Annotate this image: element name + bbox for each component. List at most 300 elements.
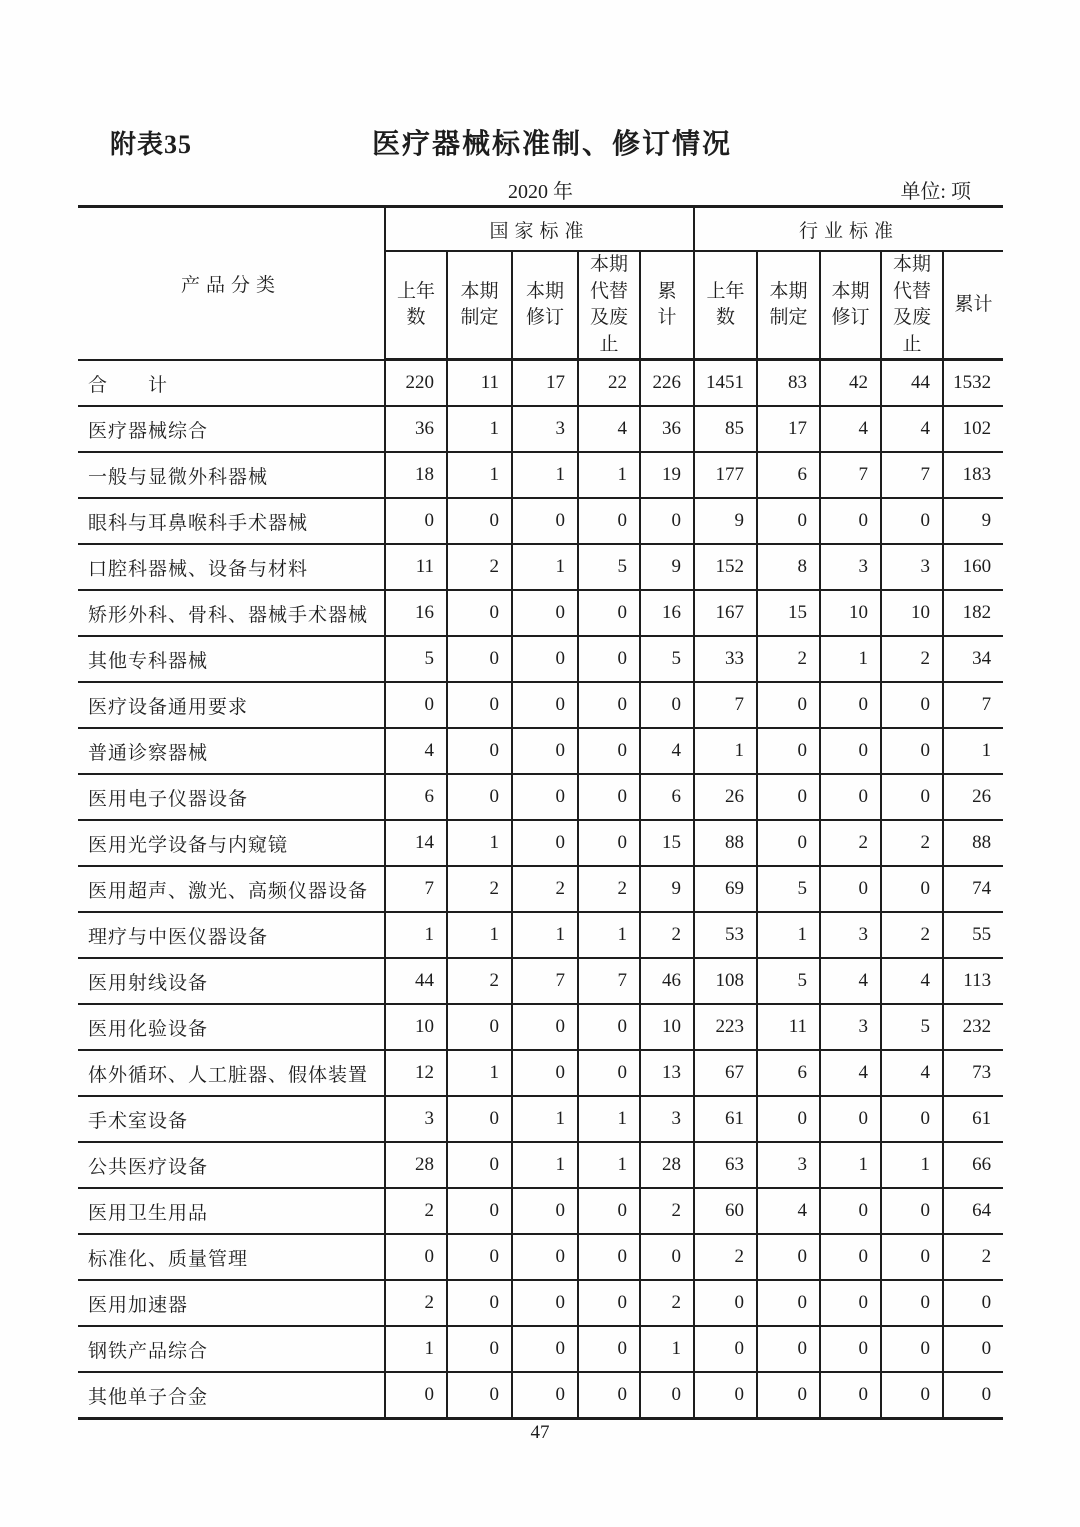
value-cell: 4 xyxy=(757,1188,820,1234)
value-cell: 3 xyxy=(512,406,578,452)
table-row xyxy=(78,1326,1003,1372)
value-cell: 4 xyxy=(640,728,694,774)
value-cell: 1 xyxy=(447,1050,512,1096)
value-cell: 6 xyxy=(757,1050,820,1096)
value-cell: 2 xyxy=(640,1188,694,1234)
value-cell: 7 xyxy=(820,452,881,498)
standards-table xyxy=(78,205,1003,1420)
value-cell: 0 xyxy=(447,1372,512,1419)
value-cell: 0 xyxy=(512,774,578,820)
value-cell: 4 xyxy=(881,406,943,452)
value-cell: 0 xyxy=(578,1372,640,1419)
value-cell: 4 xyxy=(820,1050,881,1096)
table-row xyxy=(78,498,1003,544)
value-cell: 0 xyxy=(578,1234,640,1280)
value-cell: 3 xyxy=(385,1096,447,1142)
value-cell: 0 xyxy=(512,1188,578,1234)
value-cell: 0 xyxy=(447,1142,512,1188)
product-category-cell: 其他单子合金 xyxy=(78,1372,385,1419)
product-category-header: 产品分类 xyxy=(78,207,385,360)
value-cell: 7 xyxy=(694,682,757,728)
value-cell: 4 xyxy=(881,1050,943,1096)
product-category-cell: 医疗设备通用要求 xyxy=(78,682,385,728)
value-cell: 0 xyxy=(881,1096,943,1142)
value-cell: 226 xyxy=(640,360,694,407)
product-category-cell: 体外循环、人工脏器、假体装置 xyxy=(78,1050,385,1096)
table-row xyxy=(78,1096,1003,1142)
value-cell: 0 xyxy=(694,1372,757,1419)
value-cell: 1 xyxy=(757,912,820,958)
value-cell: 0 xyxy=(512,590,578,636)
value-cell: 4 xyxy=(578,406,640,452)
product-category-cell: 合 计 xyxy=(78,360,385,407)
value-cell: 1 xyxy=(820,636,881,682)
value-cell: 0 xyxy=(512,682,578,728)
subheader-revised-national: 本期修订 xyxy=(512,251,578,360)
table-header xyxy=(78,207,1003,360)
value-cell: 7 xyxy=(578,958,640,1004)
value-cell: 17 xyxy=(512,360,578,407)
value-cell: 0 xyxy=(820,774,881,820)
value-cell: 0 xyxy=(578,1050,640,1096)
value-cell: 0 xyxy=(578,1004,640,1050)
value-cell: 26 xyxy=(694,774,757,820)
table-row xyxy=(78,728,1003,774)
value-cell: 1 xyxy=(820,1142,881,1188)
value-cell: 3 xyxy=(820,1004,881,1050)
product-category-cell: 理疗与中医仪器设备 xyxy=(78,912,385,958)
value-cell: 0 xyxy=(640,1372,694,1419)
value-cell: 0 xyxy=(757,1096,820,1142)
table-row xyxy=(78,912,1003,958)
value-cell: 10 xyxy=(640,1004,694,1050)
value-cell: 22 xyxy=(578,360,640,407)
value-cell: 0 xyxy=(820,728,881,774)
value-cell: 0 xyxy=(757,682,820,728)
year-label: 2020 年 xyxy=(508,181,573,203)
table-row xyxy=(78,590,1003,636)
value-cell: 0 xyxy=(881,1280,943,1326)
value-cell: 42 xyxy=(820,360,881,407)
value-cell: 183 xyxy=(943,452,1003,498)
table-row xyxy=(78,636,1003,682)
value-cell: 1 xyxy=(943,728,1003,774)
value-cell: 0 xyxy=(757,1326,820,1372)
value-cell: 0 xyxy=(881,866,943,912)
product-category-cell: 医用化验设备 xyxy=(78,1004,385,1050)
value-cell: 36 xyxy=(385,406,447,452)
product-category-cell: 医用光学设备与内窥镜 xyxy=(78,820,385,866)
value-cell: 0 xyxy=(385,682,447,728)
value-cell: 4 xyxy=(385,728,447,774)
product-category-cell: 口腔科器械、设备与材料 xyxy=(78,544,385,590)
value-cell: 44 xyxy=(385,958,447,1004)
value-cell: 0 xyxy=(512,820,578,866)
standards-table-wrapper xyxy=(78,205,1003,1420)
value-cell: 0 xyxy=(757,1372,820,1419)
table-row xyxy=(78,682,1003,728)
value-cell: 83 xyxy=(757,360,820,407)
value-cell: 1 xyxy=(640,1326,694,1372)
group-header-industry: 行业标准 xyxy=(694,207,1003,252)
value-cell: 1 xyxy=(512,912,578,958)
product-category-cell: 手术室设备 xyxy=(78,1096,385,1142)
value-cell: 61 xyxy=(694,1096,757,1142)
value-cell: 0 xyxy=(447,1234,512,1280)
table-row xyxy=(78,1050,1003,1096)
value-cell: 36 xyxy=(640,406,694,452)
value-cell: 3 xyxy=(640,1096,694,1142)
value-cell: 152 xyxy=(694,544,757,590)
value-cell: 0 xyxy=(578,498,640,544)
value-cell: 15 xyxy=(640,820,694,866)
value-cell: 0 xyxy=(578,728,640,774)
value-cell: 1 xyxy=(881,1142,943,1188)
table-body xyxy=(78,360,1003,1419)
value-cell: 1 xyxy=(512,544,578,590)
value-cell: 0 xyxy=(820,1326,881,1372)
product-category-cell: 普通诊察器械 xyxy=(78,728,385,774)
value-cell: 0 xyxy=(640,1234,694,1280)
value-cell: 10 xyxy=(385,1004,447,1050)
subheader-replaced-industry: 本期代替及废止 xyxy=(881,251,943,360)
value-cell: 2 xyxy=(640,912,694,958)
value-cell: 0 xyxy=(447,682,512,728)
value-cell: 0 xyxy=(578,682,640,728)
value-cell: 2 xyxy=(757,636,820,682)
value-cell: 66 xyxy=(943,1142,1003,1188)
value-cell: 88 xyxy=(694,820,757,866)
value-cell: 0 xyxy=(881,1234,943,1280)
value-cell: 6 xyxy=(640,774,694,820)
value-cell: 0 xyxy=(943,1280,1003,1326)
value-cell: 2 xyxy=(385,1280,447,1326)
value-cell: 0 xyxy=(512,1234,578,1280)
value-cell: 0 xyxy=(447,1326,512,1372)
value-cell: 0 xyxy=(881,1326,943,1372)
value-cell: 18 xyxy=(385,452,447,498)
value-cell: 0 xyxy=(943,1326,1003,1372)
value-cell: 0 xyxy=(385,1234,447,1280)
product-category-cell: 医疗器械综合 xyxy=(78,406,385,452)
value-cell: 223 xyxy=(694,1004,757,1050)
table-row xyxy=(78,406,1003,452)
subheader-cumulative-national: 累计 xyxy=(640,251,694,360)
value-cell: 14 xyxy=(385,820,447,866)
value-cell: 0 xyxy=(578,1280,640,1326)
value-cell: 0 xyxy=(757,728,820,774)
value-cell: 0 xyxy=(578,820,640,866)
value-cell: 113 xyxy=(943,958,1003,1004)
subheader-formulated-national: 本期制定 xyxy=(447,251,512,360)
group-header-national: 国家标准 xyxy=(385,207,694,252)
value-cell: 0 xyxy=(757,1280,820,1326)
value-cell: 220 xyxy=(385,360,447,407)
value-cell: 46 xyxy=(640,958,694,1004)
table-row xyxy=(78,452,1003,498)
value-cell: 0 xyxy=(881,498,943,544)
value-cell: 0 xyxy=(578,1188,640,1234)
value-cell: 0 xyxy=(512,498,578,544)
value-cell: 2 xyxy=(694,1234,757,1280)
value-cell: 9 xyxy=(943,498,1003,544)
value-cell: 108 xyxy=(694,958,757,1004)
value-cell: 0 xyxy=(447,590,512,636)
value-cell: 0 xyxy=(447,1188,512,1234)
value-cell: 1 xyxy=(512,1096,578,1142)
value-cell: 7 xyxy=(943,682,1003,728)
value-cell: 0 xyxy=(881,1188,943,1234)
product-category-cell: 矫形外科、骨科、器械手术器械 xyxy=(78,590,385,636)
value-cell: 177 xyxy=(694,452,757,498)
value-cell: 1 xyxy=(447,406,512,452)
value-cell: 0 xyxy=(578,636,640,682)
value-cell: 1 xyxy=(578,1096,640,1142)
value-cell: 2 xyxy=(881,912,943,958)
product-category-cell: 标准化、质量管理 xyxy=(78,1234,385,1280)
value-cell: 0 xyxy=(820,1280,881,1326)
product-category-cell: 眼科与耳鼻喉科手术器械 xyxy=(78,498,385,544)
value-cell: 0 xyxy=(578,774,640,820)
value-cell: 0 xyxy=(820,1188,881,1234)
value-cell: 0 xyxy=(578,590,640,636)
value-cell: 1 xyxy=(578,452,640,498)
value-cell: 0 xyxy=(447,1004,512,1050)
table-row xyxy=(78,958,1003,1004)
value-cell: 0 xyxy=(820,498,881,544)
value-cell: 9 xyxy=(694,498,757,544)
value-cell: 3 xyxy=(820,544,881,590)
value-cell: 1532 xyxy=(943,360,1003,407)
value-cell: 0 xyxy=(757,498,820,544)
value-cell: 15 xyxy=(757,590,820,636)
value-cell: 3 xyxy=(820,912,881,958)
value-cell: 182 xyxy=(943,590,1003,636)
value-cell: 11 xyxy=(447,360,512,407)
value-cell: 88 xyxy=(943,820,1003,866)
value-cell: 1 xyxy=(385,912,447,958)
value-cell: 1 xyxy=(385,1326,447,1372)
value-cell: 7 xyxy=(512,958,578,1004)
value-cell: 10 xyxy=(820,590,881,636)
value-cell: 0 xyxy=(943,1372,1003,1419)
value-cell: 12 xyxy=(385,1050,447,1096)
value-cell: 0 xyxy=(757,1234,820,1280)
subheader-replaced-national: 本期代替及废止 xyxy=(578,251,640,360)
value-cell: 69 xyxy=(694,866,757,912)
value-cell: 1 xyxy=(694,728,757,774)
value-cell: 9 xyxy=(640,544,694,590)
value-cell: 74 xyxy=(943,866,1003,912)
value-cell: 0 xyxy=(640,498,694,544)
value-cell: 60 xyxy=(694,1188,757,1234)
value-cell: 55 xyxy=(943,912,1003,958)
title-row xyxy=(0,122,1080,162)
value-cell: 16 xyxy=(640,590,694,636)
value-cell: 17 xyxy=(757,406,820,452)
value-cell: 16 xyxy=(385,590,447,636)
value-cell: 167 xyxy=(694,590,757,636)
value-cell: 102 xyxy=(943,406,1003,452)
value-cell: 0 xyxy=(881,1372,943,1419)
value-cell: 2 xyxy=(640,1280,694,1326)
value-cell: 2 xyxy=(820,820,881,866)
value-cell: 5 xyxy=(640,636,694,682)
product-category-cell: 医用电子仪器设备 xyxy=(78,774,385,820)
value-cell: 0 xyxy=(512,636,578,682)
value-cell: 34 xyxy=(943,636,1003,682)
value-cell: 0 xyxy=(757,774,820,820)
value-cell: 1 xyxy=(512,1142,578,1188)
value-cell: 44 xyxy=(881,360,943,407)
table-row xyxy=(78,544,1003,590)
product-category-cell: 医用卫生用品 xyxy=(78,1188,385,1234)
value-cell: 8 xyxy=(757,544,820,590)
table-row xyxy=(78,1188,1003,1234)
table-row xyxy=(78,1142,1003,1188)
value-cell: 7 xyxy=(881,452,943,498)
value-cell: 67 xyxy=(694,1050,757,1096)
value-cell: 0 xyxy=(447,1096,512,1142)
value-cell: 5 xyxy=(385,636,447,682)
value-cell: 7 xyxy=(385,866,447,912)
product-category-cell: 其他专科器械 xyxy=(78,636,385,682)
value-cell: 61 xyxy=(943,1096,1003,1142)
value-cell: 2 xyxy=(881,820,943,866)
meta-row xyxy=(78,175,1003,203)
value-cell: 2 xyxy=(447,866,512,912)
value-cell: 0 xyxy=(694,1280,757,1326)
value-cell: 28 xyxy=(385,1142,447,1188)
value-cell: 0 xyxy=(820,682,881,728)
value-cell: 0 xyxy=(447,636,512,682)
value-cell: 0 xyxy=(881,728,943,774)
value-cell: 2 xyxy=(881,636,943,682)
table-row xyxy=(78,774,1003,820)
value-cell: 2 xyxy=(578,866,640,912)
subheader-cumulative-industry: 累计 xyxy=(943,251,1003,360)
value-cell: 1 xyxy=(512,452,578,498)
value-cell: 0 xyxy=(820,1234,881,1280)
subheader-prev-year-industry: 上年数 xyxy=(694,251,757,360)
value-cell: 0 xyxy=(881,774,943,820)
subheader-prev-year-national: 上年数 xyxy=(385,251,447,360)
table-row xyxy=(78,820,1003,866)
table-row xyxy=(78,866,1003,912)
page-title: 医疗器械标准制、修订情况 xyxy=(371,129,732,160)
value-cell: 4 xyxy=(820,958,881,1004)
value-cell: 2 xyxy=(943,1234,1003,1280)
value-cell: 63 xyxy=(694,1142,757,1188)
table-row xyxy=(78,1280,1003,1326)
value-cell: 11 xyxy=(385,544,447,590)
value-cell: 0 xyxy=(512,1050,578,1096)
value-cell: 0 xyxy=(757,820,820,866)
value-cell: 53 xyxy=(694,912,757,958)
page-number: 47 xyxy=(530,1422,550,1443)
product-category-cell: 医用加速器 xyxy=(78,1280,385,1326)
value-cell: 28 xyxy=(640,1142,694,1188)
value-cell: 0 xyxy=(694,1326,757,1372)
value-cell: 1 xyxy=(447,820,512,866)
table-row xyxy=(78,1234,1003,1280)
value-cell: 5 xyxy=(757,866,820,912)
value-cell: 19 xyxy=(640,452,694,498)
product-category-cell: 公共医疗设备 xyxy=(78,1142,385,1188)
value-cell: 0 xyxy=(512,1326,578,1372)
table-row xyxy=(78,1372,1003,1419)
value-cell: 0 xyxy=(512,1280,578,1326)
value-cell: 64 xyxy=(943,1188,1003,1234)
value-cell: 1 xyxy=(578,1142,640,1188)
value-cell: 0 xyxy=(820,1096,881,1142)
value-cell: 0 xyxy=(578,1326,640,1372)
value-cell: 0 xyxy=(640,682,694,728)
value-cell: 0 xyxy=(447,1280,512,1326)
value-cell: 2 xyxy=(447,958,512,1004)
value-cell: 5 xyxy=(578,544,640,590)
product-category-cell: 钢铁产品综合 xyxy=(78,1326,385,1372)
value-cell: 4 xyxy=(820,406,881,452)
value-cell: 73 xyxy=(943,1050,1003,1096)
value-cell: 0 xyxy=(512,1004,578,1050)
value-cell: 1 xyxy=(447,452,512,498)
group-header-row xyxy=(78,207,1003,252)
value-cell: 26 xyxy=(943,774,1003,820)
value-cell: 11 xyxy=(757,1004,820,1050)
value-cell: 1 xyxy=(578,912,640,958)
value-cell: 0 xyxy=(447,498,512,544)
value-cell: 33 xyxy=(694,636,757,682)
value-cell: 13 xyxy=(640,1050,694,1096)
product-category-cell: 医用超声、激光、高频仪器设备 xyxy=(78,866,385,912)
value-cell: 85 xyxy=(694,406,757,452)
value-cell: 6 xyxy=(385,774,447,820)
value-cell: 0 xyxy=(447,728,512,774)
value-cell: 160 xyxy=(943,544,1003,590)
value-cell: 5 xyxy=(757,958,820,1004)
value-cell: 9 xyxy=(640,866,694,912)
value-cell: 5 xyxy=(881,1004,943,1050)
value-cell: 10 xyxy=(881,590,943,636)
value-cell: 0 xyxy=(881,682,943,728)
value-cell: 0 xyxy=(512,728,578,774)
table-row xyxy=(78,360,1003,407)
unit-label: 单位: 项 xyxy=(900,181,971,203)
value-cell: 0 xyxy=(385,1372,447,1419)
subheader-formulated-industry: 本期制定 xyxy=(757,251,820,360)
value-cell: 0 xyxy=(385,498,447,544)
product-category-cell: 一般与显微外科器械 xyxy=(78,452,385,498)
value-cell: 232 xyxy=(943,1004,1003,1050)
table-row xyxy=(78,1004,1003,1050)
value-cell: 2 xyxy=(512,866,578,912)
product-category-cell: 医用射线设备 xyxy=(78,958,385,1004)
value-cell: 2 xyxy=(385,1188,447,1234)
value-cell: 0 xyxy=(447,774,512,820)
value-cell: 2 xyxy=(447,544,512,590)
value-cell: 0 xyxy=(820,866,881,912)
value-cell: 3 xyxy=(881,544,943,590)
table-label: 附表35 xyxy=(110,130,193,159)
value-cell: 4 xyxy=(881,958,943,1004)
value-cell: 6 xyxy=(757,452,820,498)
value-cell: 1 xyxy=(447,912,512,958)
subheader-revised-industry: 本期修订 xyxy=(820,251,881,360)
value-cell: 0 xyxy=(820,1372,881,1419)
value-cell: 1451 xyxy=(694,360,757,407)
value-cell: 0 xyxy=(512,1372,578,1419)
